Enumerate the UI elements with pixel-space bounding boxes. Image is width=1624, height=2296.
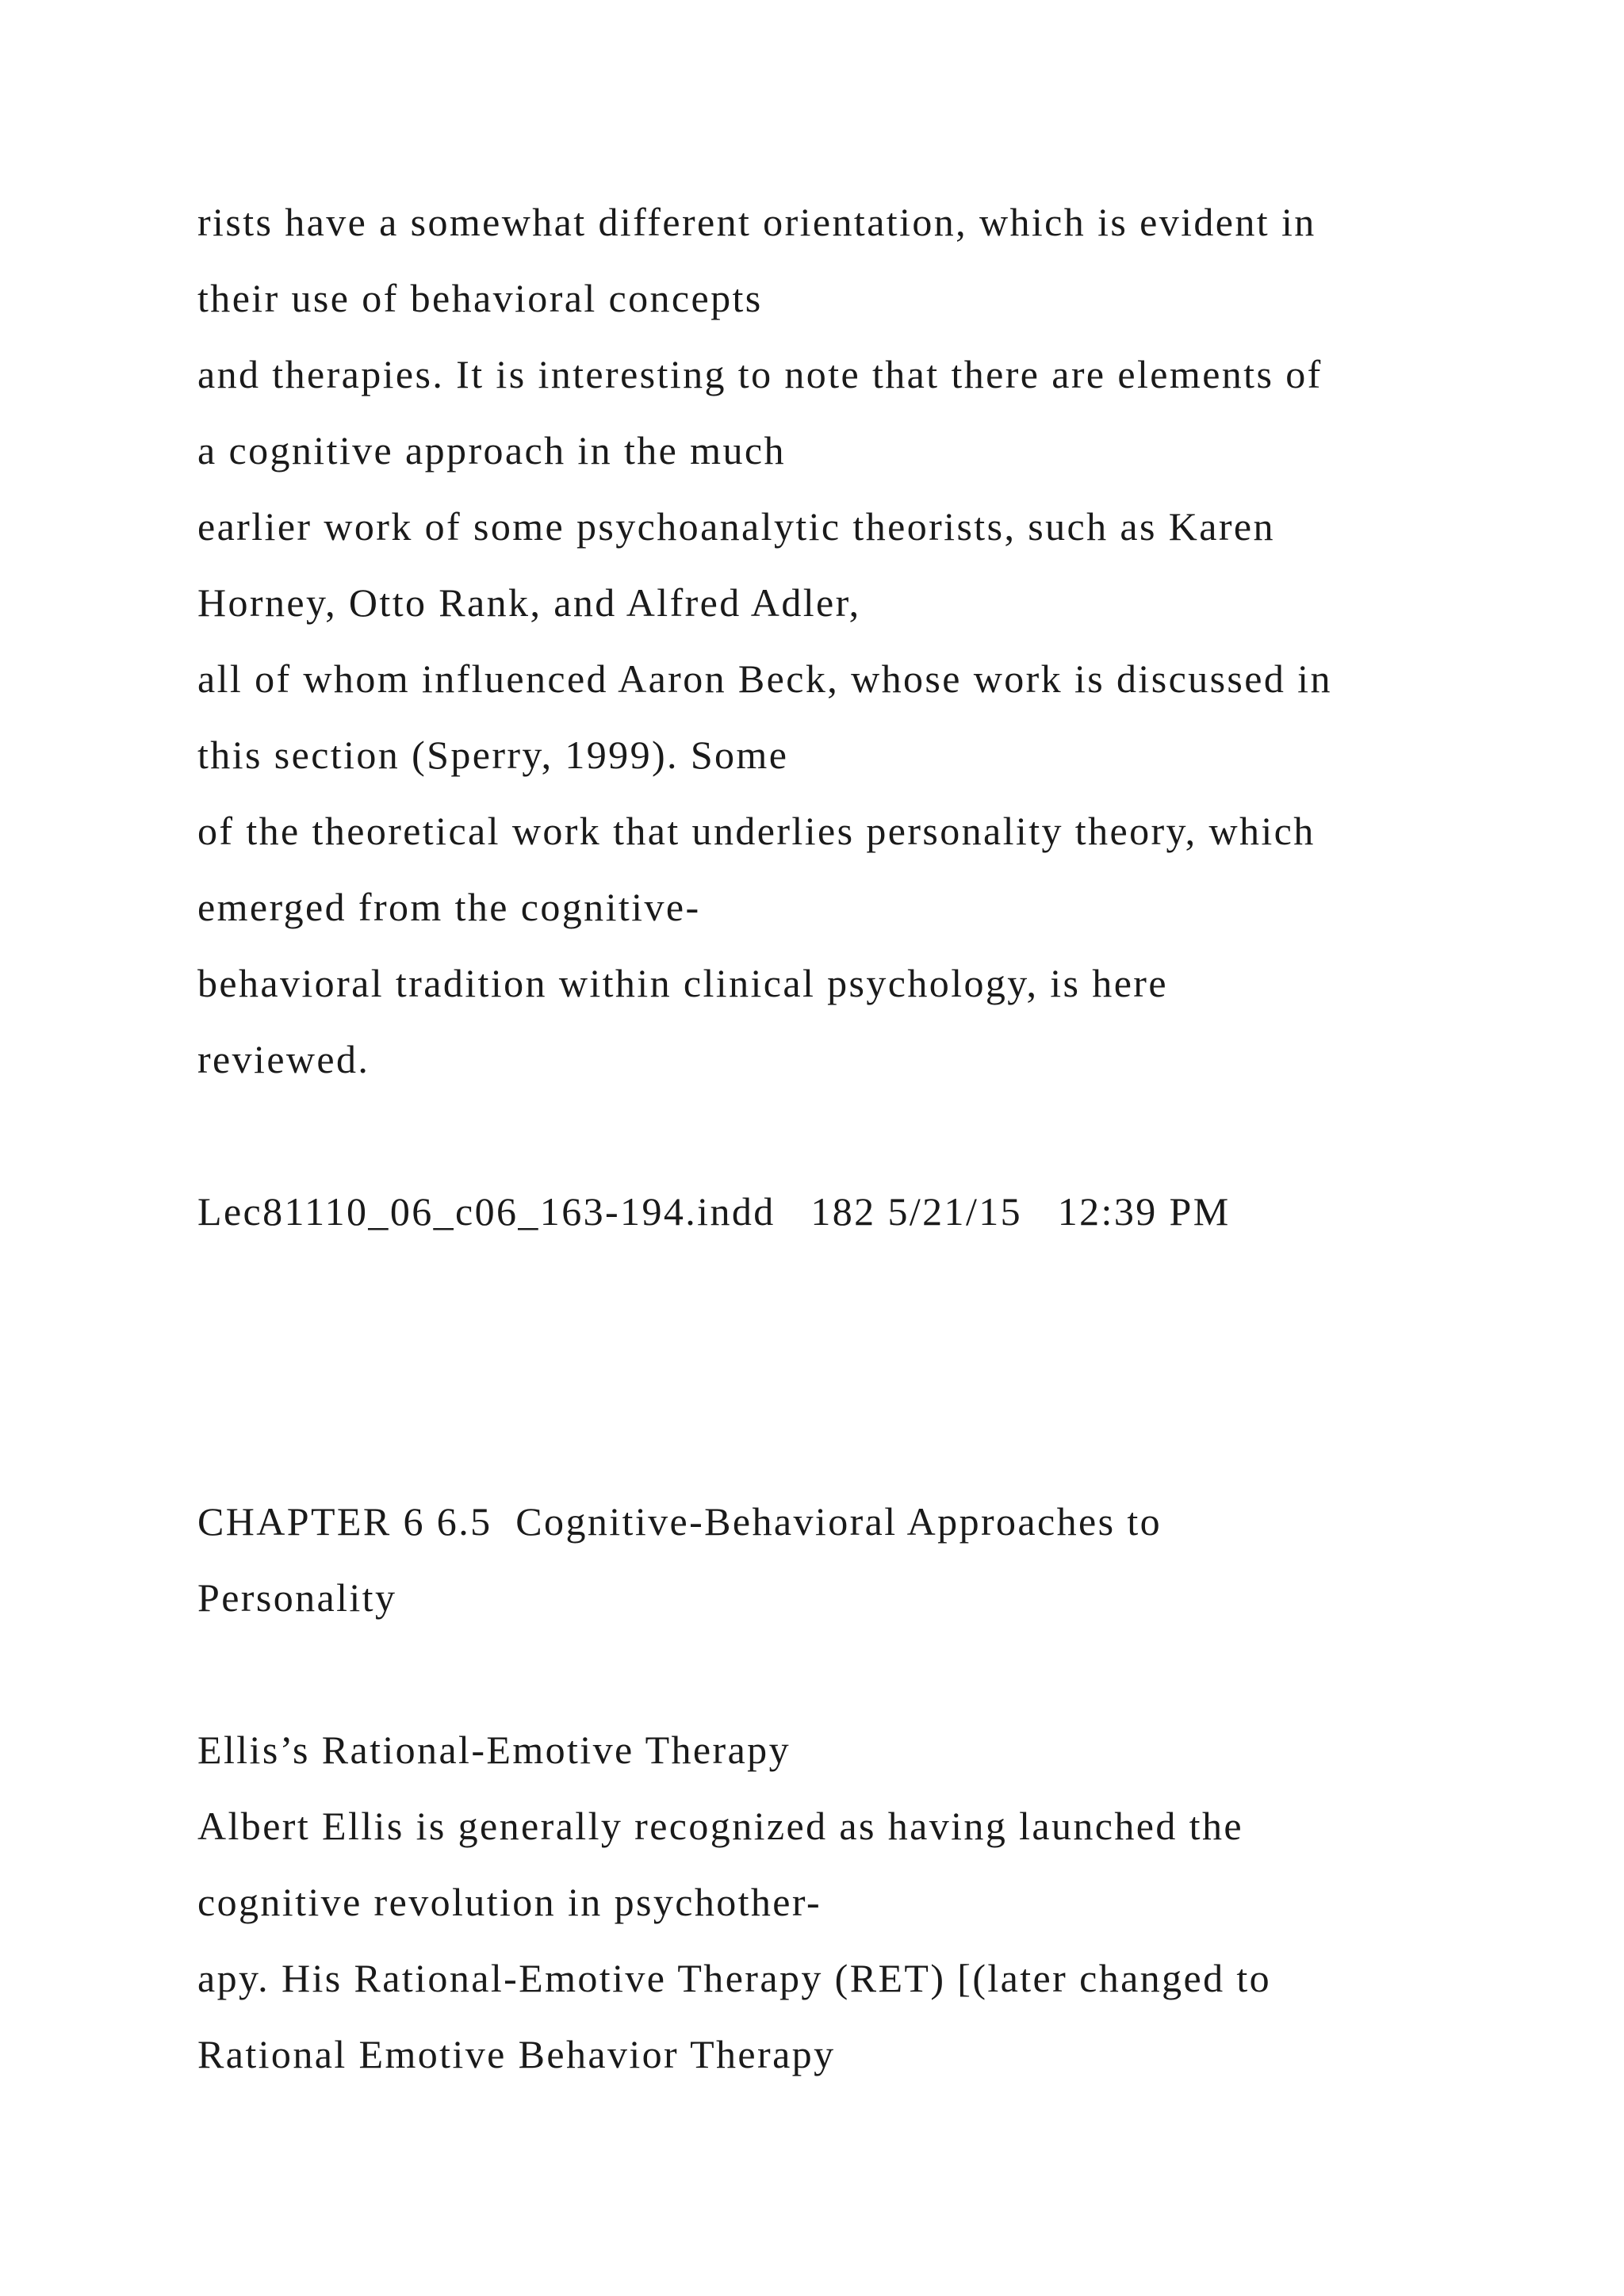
body-text-line: a cognitive approach in the much: [197, 428, 786, 473]
body-text-line: Rational Emotive Behavior Therapy: [197, 2032, 836, 2076]
body-text-line: all of whom influenced Aaron Beck, whose work is discussed in: [197, 656, 1332, 701]
chapter-header: CHAPTER 6 6.5 Cognitive-Behavioral Approaches to: [197, 1499, 1162, 1544]
body-text-line: this section (Sperry, 1999). Some: [197, 733, 789, 777]
section-heading: Ellis’s Rational-Emotive Therapy: [197, 1728, 791, 1772]
body-text-line: emerged from the cognitive-: [197, 885, 701, 929]
body-text-line: cognitive revolution in psychother-: [197, 1880, 822, 1924]
chapter-header: Personality: [197, 1575, 397, 1620]
footer-slug: Lec81110_06_c06_163-194.indd 182 5/21/15 12:39 PM: [197, 1189, 1231, 1234]
body-text-line: earlier work of some psychoanalytic theorists, such as Karen: [197, 504, 1275, 549]
body-text-line: behavioral tradition within clinical psychology, is here: [197, 961, 1168, 1005]
body-text-line: apy. His Rational-Emotive Therapy (RET) [(later changed to: [197, 1956, 1272, 2000]
body-text-line: reviewed.: [197, 1037, 370, 1081]
body-text-line: and therapies. It is interesting to note that there are elements of: [197, 352, 1323, 396]
body-text-line: Albert Ellis is generally recognized as having launched the: [197, 1804, 1243, 1848]
body-text-line: Horney, Otto Rank, and Alfred Adler,: [197, 580, 861, 625]
body-text-line: their use of behavioral concepts: [197, 276, 763, 320]
body-text-line: of the theoretical work that underlies personality theory, which: [197, 809, 1316, 853]
body-text-line: rists have a somewhat different orientation, which is evident in: [197, 200, 1316, 244]
